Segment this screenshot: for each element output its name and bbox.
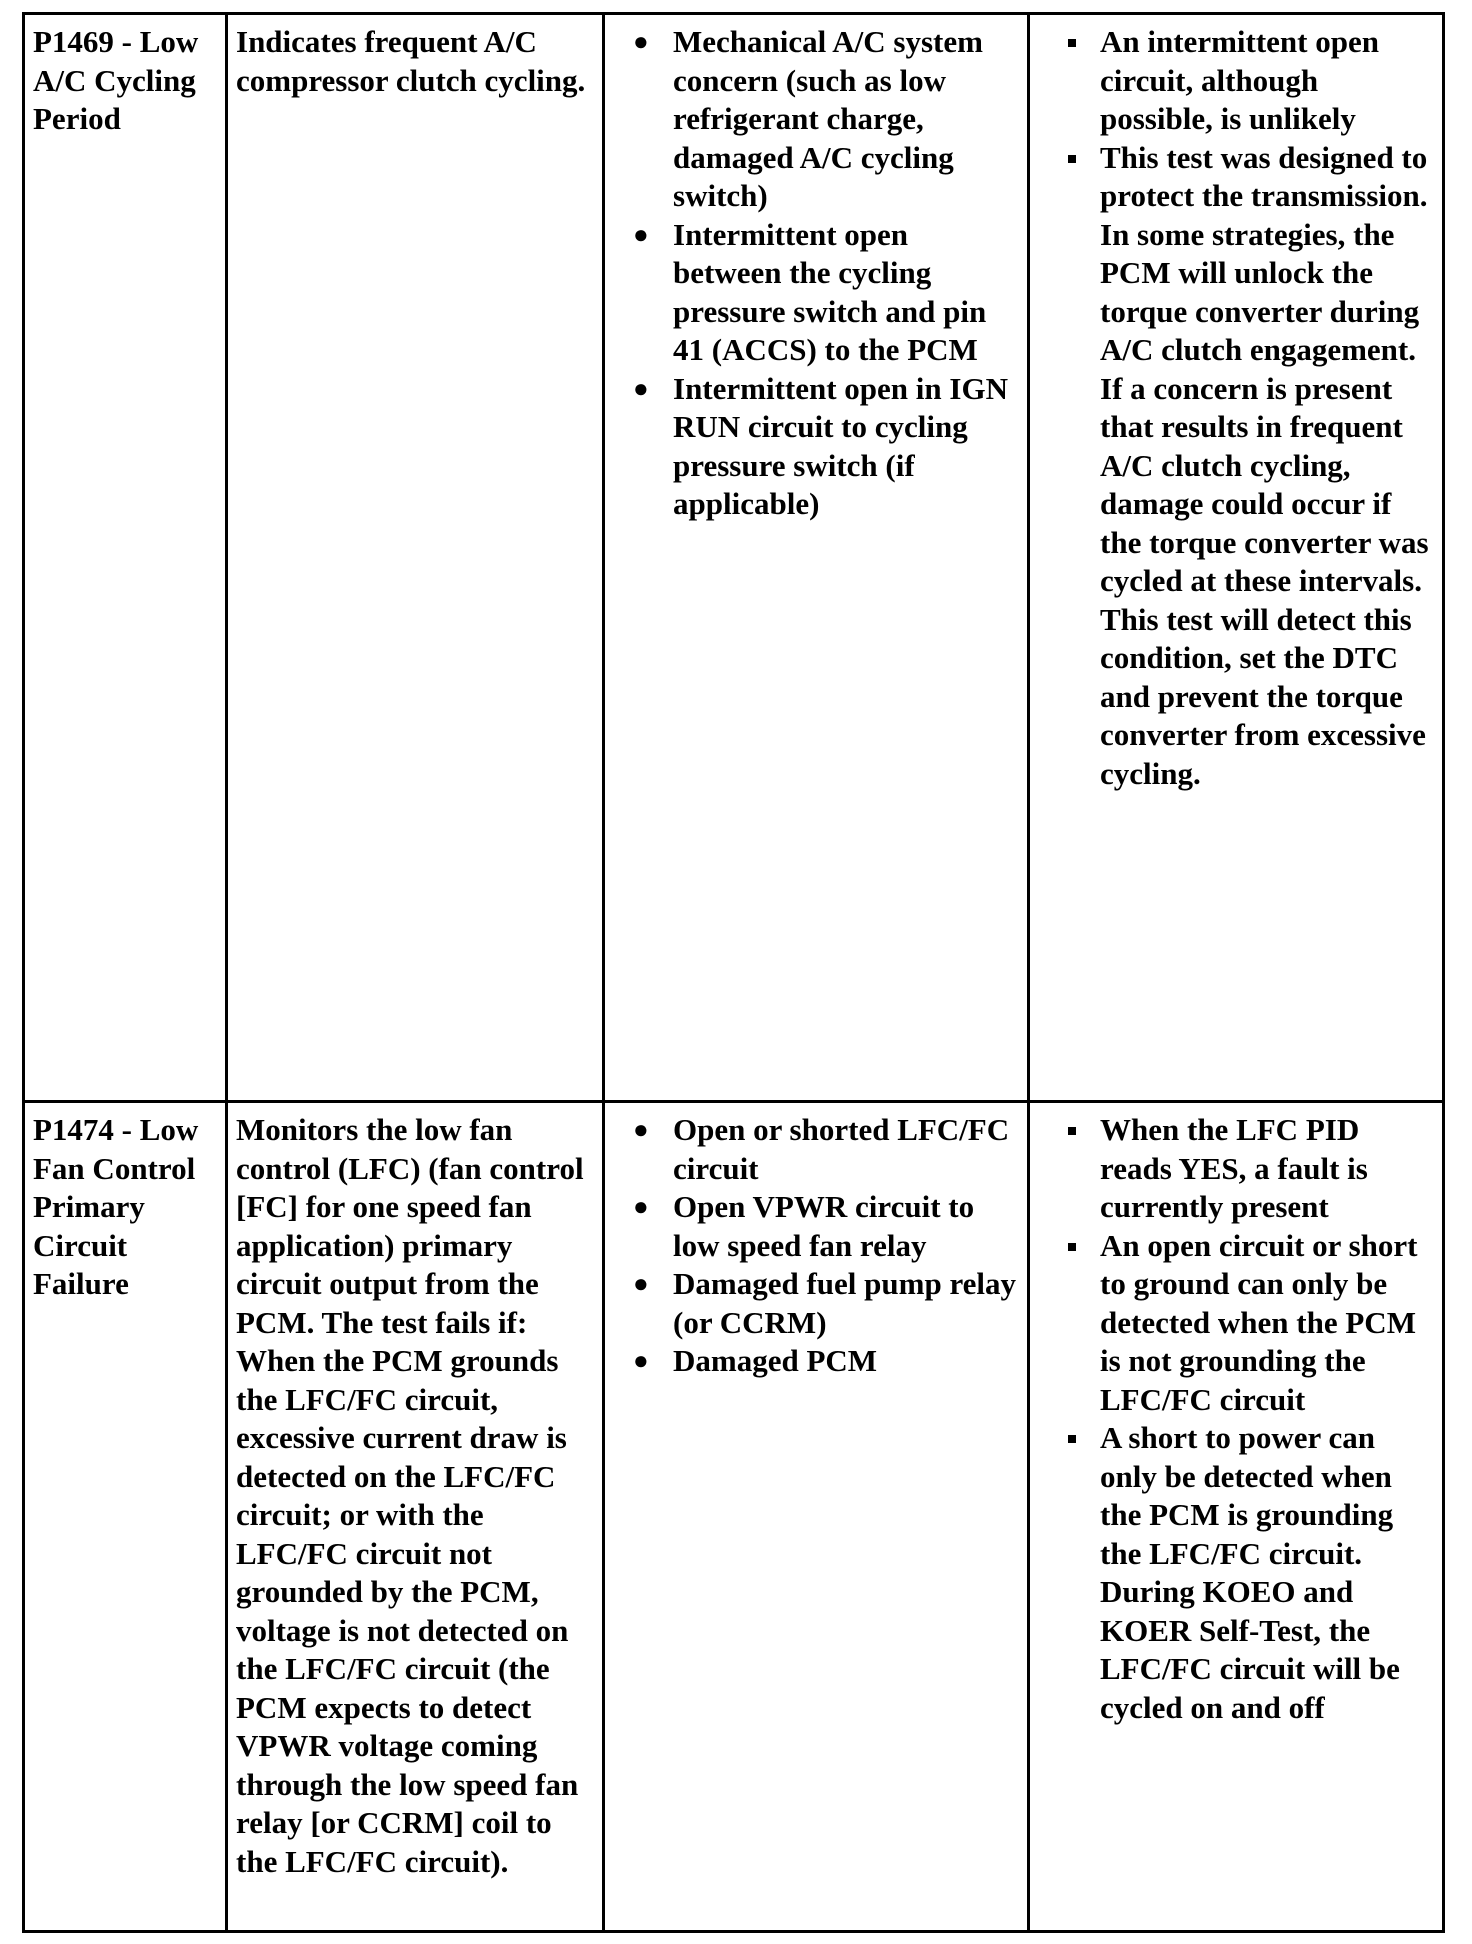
list-item: ● Damaged PCM <box>613 1342 1019 1381</box>
causes-cell <box>604 1102 1029 1932</box>
bullet-square-icon <box>1068 155 1076 163</box>
list-item: ● Open or shorted LFC/FC circuit <box>633 1112 1010 1186</box>
list-item: A short to power can only be detected when the PCM is grounding the LFC/FC circuit. During KOEO and KOER Self-Test, the LFC/FC circuit will be cycled on and off <box>1038 1419 1434 1727</box>
causes-cell <box>604 14 1029 1102</box>
list-item: ● Mechanical A/C system concern (such as low refrigerant charge, damaged A/C cycling switch) <box>633 24 983 213</box>
bullet-dot-icon: ● <box>633 219 649 249</box>
bullet-square-icon <box>1068 1243 1076 1251</box>
causes-list <box>613 1111 1019 1381</box>
table-row <box>24 1102 1444 1932</box>
bullet-dot-icon: ● <box>633 27 649 56</box>
list-item: An intermittent open circuit, although possible, is unlikely <box>1038 23 1434 139</box>
notes-cell <box>1029 1102 1444 1932</box>
list-item: ● Intermittent open between the cycling pressure switch and pin 41 (ACCS) to the PCM <box>633 216 987 367</box>
bullet-dot-icon: ● <box>633 373 649 403</box>
bullet-square-icon <box>1068 39 1076 47</box>
list-item: ● Open VPWR circuit to low speed fan relay <box>633 1189 975 1263</box>
bullet-square-icon <box>1068 1127 1076 1135</box>
list-item: ● Damaged fuel pump relay (or CCRM) <box>633 1266 1017 1340</box>
bullet-dot-icon: ● <box>633 1269 649 1298</box>
notes-list <box>1038 23 1434 793</box>
dtc-code: P1469 - Low A/C Cycling Period <box>33 24 199 136</box>
bullet-square-icon <box>1068 1435 1076 1443</box>
dtc-code: P1474 - Low Fan Control Primary Circuit Failure <box>33 1112 199 1301</box>
dtc-description: Monitors the low fan control (LFC) (fan control [FC] for one speed fan application) primary circuit output from the PCM. The test fails if: When the PCM grounds the LFC/FC circuit, excessive current draw is detected on the LFC/FC circuit; or with the LFC/FC circuit not grounded by the PCM, voltage is not detected on the LFC/FC circuit (the PCM expects to detect VPWR voltage coming through the low speed fan relay [or CCRM] coil to the LFC/FC circuit). <box>236 1112 584 1879</box>
table-row <box>24 14 1444 1102</box>
causes-list <box>613 23 1019 524</box>
notes-cell <box>1029 14 1444 1102</box>
list-item: When the LFC PID reads YES, a fault is currently present <box>1038 1111 1434 1227</box>
notes-list <box>1038 1111 1434 1727</box>
list-item: This test was designed to protect the transmission. In some strategies, the PCM will unlock the torque converter during A/C clutch engagement. If a concern is present that results in frequent A/C clutch cycling, damage could occur if the torque converter was cycled at these intervals. This test will detect this condition, set the DTC and prevent the torque converter from excessive cycling. <box>1038 139 1434 794</box>
description-cell <box>227 1102 604 1932</box>
description-cell <box>227 14 604 1102</box>
dtc-table <box>22 12 1445 1933</box>
dtc-description: Indicates frequent A/C compressor clutch cycling. <box>236 24 586 98</box>
bullet-dot-icon: ● <box>633 1192 649 1221</box>
dtc-code-cell <box>24 14 227 1102</box>
bullet-dot-icon: ● <box>633 1346 649 1375</box>
list-item: An open circuit or short to ground can only be detected when the PCM is not grounding the LFC/FC circuit <box>1038 1227 1434 1420</box>
bullet-dot-icon: ● <box>633 1115 649 1144</box>
list-item: ● Intermittent open in IGN RUN circuit to cycling pressure switch (if applicable) <box>633 370 1008 521</box>
dtc-code-cell <box>24 1102 227 1932</box>
